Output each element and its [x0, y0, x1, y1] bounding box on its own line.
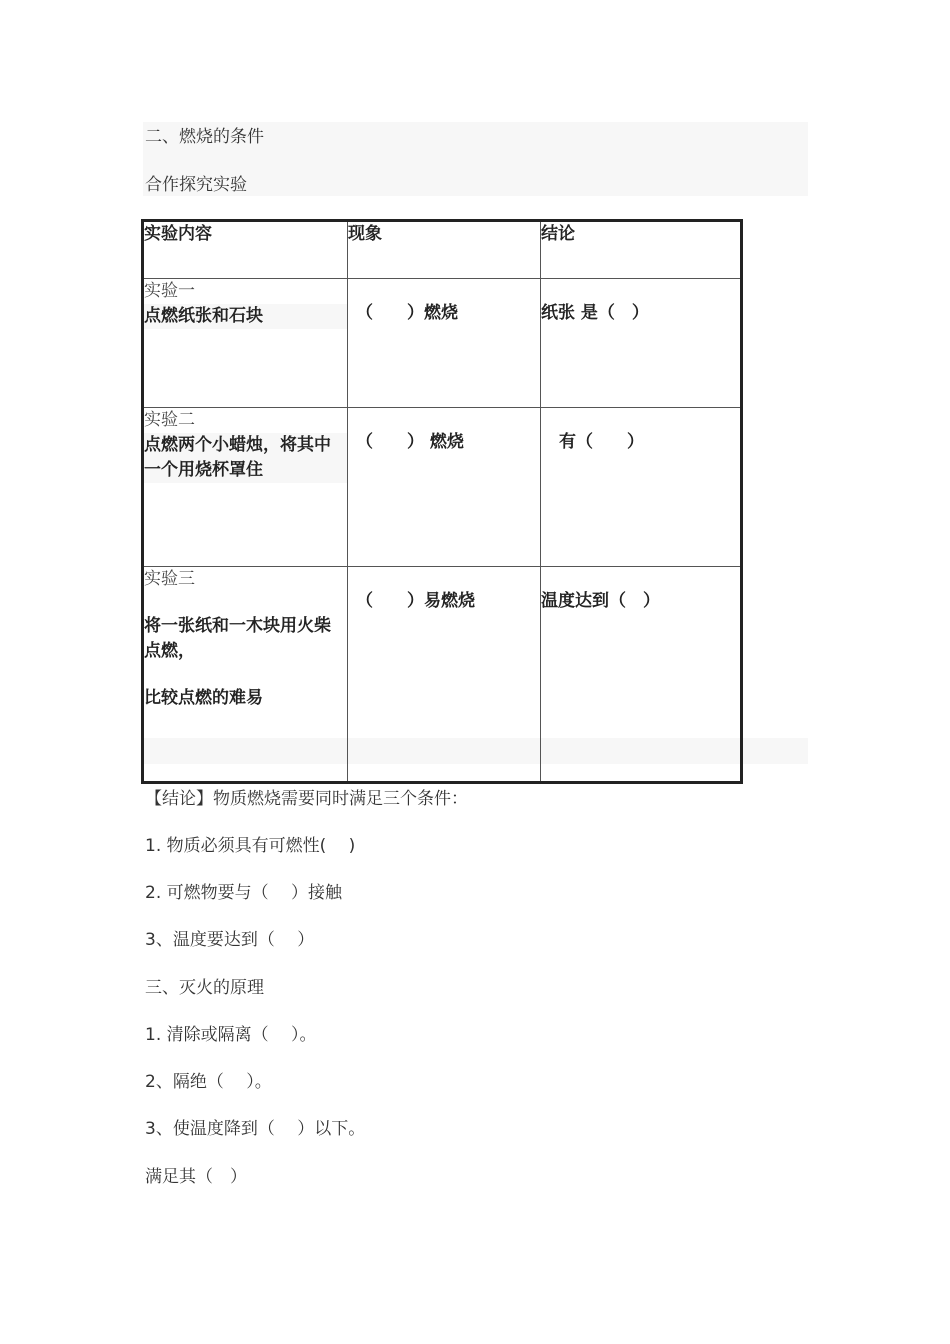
phenomenon-cell: [348, 408, 541, 567]
section-2-subtitle: 合作探究实验: [145, 175, 247, 195]
conclusion-text: 纸张 是（ ）: [541, 303, 649, 323]
experiment-table: [141, 219, 743, 784]
header-content: 实验内容: [143, 221, 348, 279]
section-3-item-1: 1. 清除或隔离（ ）。: [145, 1025, 317, 1045]
experiment-name: 实验二: [144, 410, 195, 430]
conclusion-cell: [541, 279, 742, 408]
section-2-title: 二、燃烧的条件: [145, 127, 264, 147]
experiment-cell: [143, 567, 348, 783]
table-row: [143, 279, 742, 408]
conclusion-cell: [541, 408, 742, 567]
experiment-desc: 点燃两个小蜡烛，将其中一个用烧杯罩住: [144, 433, 347, 483]
section-3-item-4: 满足其（ ）: [145, 1167, 247, 1187]
experiment-desc: 点燃纸张和石块: [144, 304, 347, 329]
section-3-title: 三、灭火的原理: [145, 978, 264, 998]
header-conclusion: 结论: [541, 221, 742, 279]
table-header-row: [143, 221, 742, 279]
experiment-name: 实验三: [144, 569, 195, 589]
experiment-cell: [143, 279, 348, 408]
header-phenomenon: 现象: [348, 221, 541, 279]
section-3-item-3: 3、使温度降到（ ）以下。: [145, 1119, 366, 1139]
experiment-name: 实验一: [144, 281, 195, 301]
phenomenon-text: （ ） 燃烧: [356, 432, 464, 452]
conclusion-item-1: 1. 物质必须具有可燃性( ): [145, 836, 356, 856]
table-row: [143, 408, 742, 567]
phenomenon-text: （ ）易燃烧: [356, 591, 475, 611]
conclusion-cell: [541, 567, 742, 783]
section-3-item-2: 2、隔绝（ ）。: [145, 1072, 272, 1092]
experiment-desc: 比较点燃的难易: [144, 688, 263, 708]
table-row: [143, 567, 742, 783]
phenomenon-text: （ ）燃烧: [356, 303, 458, 323]
conclusion-item-2: 2. 可燃物要与（ ）接触: [145, 883, 343, 903]
conclusion-item-3: 3、温度要达到（ ）: [145, 930, 315, 950]
experiment-cell: [143, 408, 348, 567]
phenomenon-cell: [348, 279, 541, 408]
conclusion-intro: 【结论】物质燃烧需要同时满足三个条件：: [145, 789, 468, 809]
experiment-desc: 将一张纸和一木块用火柴点燃，: [144, 616, 331, 661]
phenomenon-cell: [348, 567, 541, 783]
conclusion-text: 温度达到（ ）: [541, 591, 660, 611]
conclusion-text: 有（ ）: [559, 432, 644, 452]
